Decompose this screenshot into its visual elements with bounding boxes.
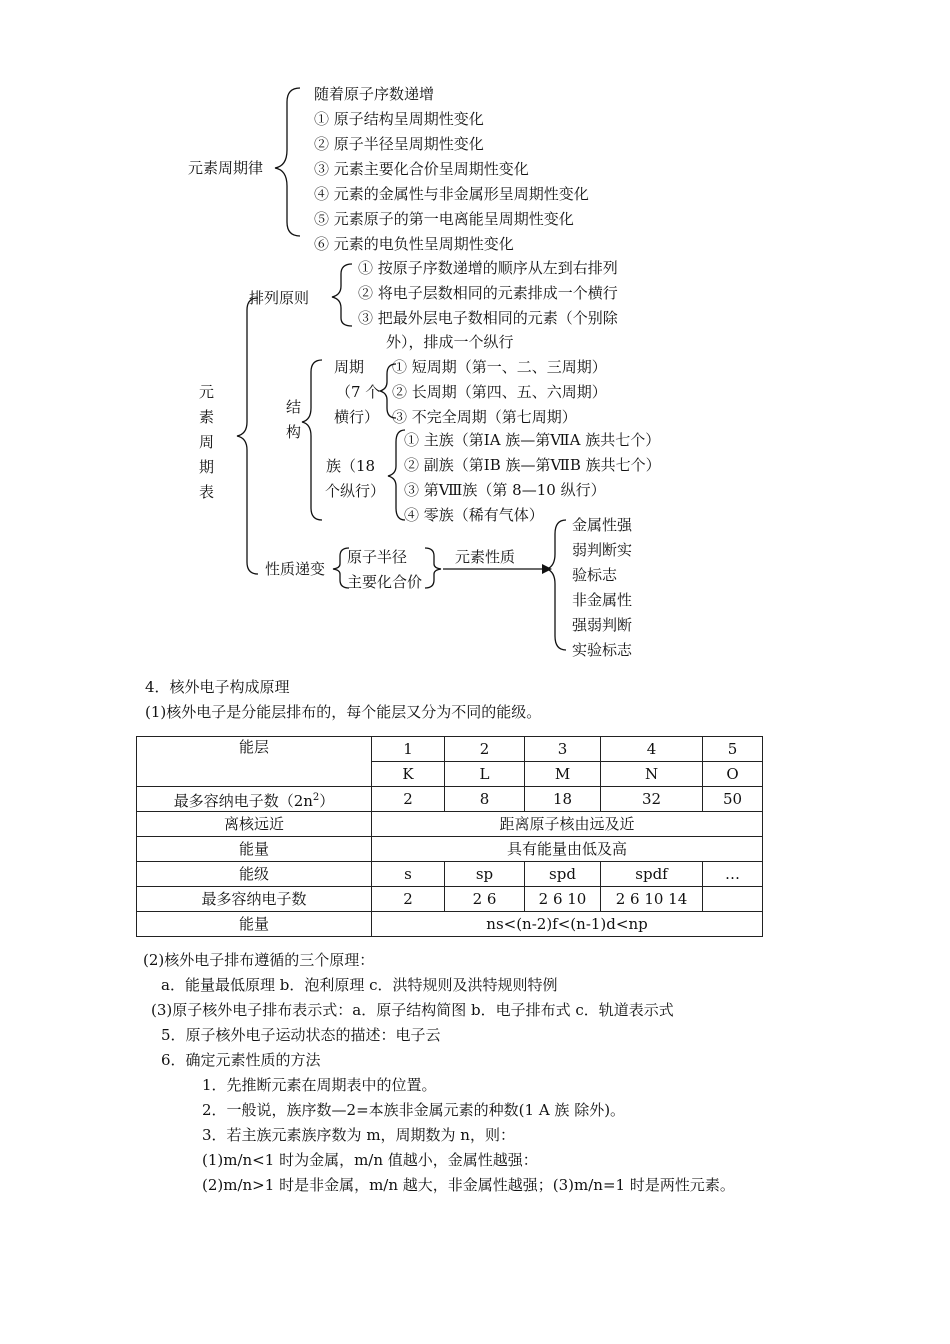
table-label-char: 表	[199, 483, 215, 501]
law-line: 随着原子序数递增	[314, 85, 435, 103]
arrow-label: 元素性质	[455, 548, 516, 566]
method-item: (2)m/n>1 时是非金属，m/n 越大，非金属性越强；(3)m/n=1 时是两性元素。	[202, 1176, 735, 1194]
table-cell: 2 6 10 14	[601, 887, 703, 912]
property-item: 原子半径	[347, 548, 408, 566]
table-cell: 能量	[137, 912, 372, 937]
structure-label-char: 结	[286, 398, 302, 416]
table-cell: 5	[703, 737, 763, 762]
table-label-char: 素	[199, 408, 215, 426]
cell-text: 最多容纳电子数（2n	[173, 791, 313, 810]
result-item: 验标志	[572, 566, 618, 584]
table-cell: 2	[372, 887, 445, 912]
result-item: 强弱判断	[572, 616, 633, 634]
table-row	[137, 787, 763, 812]
table-row	[137, 737, 763, 762]
table-cell: sp	[445, 862, 525, 887]
table-cell: 2 6	[445, 887, 525, 912]
group-brace	[388, 430, 405, 520]
table-cell: spdf	[601, 862, 703, 887]
paragraph: (3)原子核外电子排布表示式：a．原子结构简图 b．电子排布式 c．轨道表示式	[151, 1001, 674, 1019]
law-line: ④ 元素的金属性与非金属形呈周期性变化	[314, 185, 589, 203]
table-cell: 最多容纳电子数	[137, 887, 372, 912]
property-close-brace	[425, 548, 441, 588]
table-cell: spd	[525, 862, 601, 887]
property-item: 主要化合价	[347, 573, 423, 591]
group-label: 个纵行）	[325, 482, 386, 500]
paragraph: (1)核外电子是分能层排布的，每个能层又分为不同的能级。	[145, 703, 542, 721]
period-item: ③ 不完全周期（第七周期）	[392, 408, 577, 426]
table-cell: 32	[601, 787, 703, 812]
table-cell: 18	[525, 787, 601, 812]
table-cell: 能层	[137, 737, 372, 787]
superscript: 2	[312, 791, 320, 803]
table-cell: 2	[372, 787, 445, 812]
table-row	[137, 812, 763, 837]
paragraph: a．能量最低原理 b．泡利原理 c．洪特规则及洪特规则特例	[161, 976, 558, 994]
arrangement-item: ① 按原子序数递增的顺序从左到右排列	[358, 259, 618, 277]
table-cell: L	[445, 762, 525, 787]
table-cell: 3	[525, 737, 601, 762]
table-cell: s	[372, 862, 445, 887]
result-item: 非金属性	[572, 591, 633, 609]
shell-table	[136, 736, 763, 937]
table-cell: N	[601, 762, 703, 787]
table-brace	[237, 298, 258, 574]
table-cell: 4	[601, 737, 703, 762]
method-item: (1)m/n<1 时为金属，m/n 值越小，金属性越强：	[202, 1151, 538, 1169]
table-cell: 2	[445, 737, 525, 762]
table-row	[137, 912, 763, 937]
method-item: 1．先推断元素在周期表中的位置。	[202, 1076, 437, 1094]
table-row	[137, 837, 763, 862]
result-item: 金属性强	[572, 516, 633, 534]
law-line: ⑤ 元素原子的第一电离能呈周期性变化	[314, 210, 574, 228]
arrangement-brace	[332, 264, 352, 326]
group-label: 族（18	[326, 457, 376, 475]
arrangement-label: 排列原则	[249, 289, 310, 307]
group-item: ① 主族（第ⅠA 族—第ⅦA 族共七个）	[404, 431, 661, 449]
result-item: 弱判断实	[572, 541, 633, 559]
law-line: ② 原子半径呈周期性变化	[314, 135, 484, 153]
table-cell: 能量	[137, 837, 372, 862]
period-label: 周期	[334, 358, 365, 376]
table-cell: 具有能量由低及高	[372, 837, 763, 862]
group-item: ④ 零族（稀有气体）	[404, 506, 544, 524]
arrangement-item: ③ 把最外层电子数相同的元素（个别除	[358, 309, 618, 327]
group-item: ② 副族（第ⅠB 族—第ⅦB 族共七个）	[404, 456, 661, 474]
table-cell: 离核远近	[137, 812, 372, 837]
period-item: ② 长周期（第四、五、六周期）	[392, 383, 607, 401]
table-cell: M	[525, 762, 601, 787]
table-row	[137, 862, 763, 887]
table-cell: O	[703, 762, 763, 787]
law-label: 元素周期律	[188, 159, 264, 177]
law-line: ③ 元素主要化合价呈周期性变化	[314, 160, 529, 178]
period-label: 横行）	[334, 408, 380, 426]
law-brace	[275, 88, 300, 236]
table-row	[137, 887, 763, 912]
table-label-char: 元	[199, 383, 215, 401]
table-label-char: 期	[199, 458, 215, 476]
table-cell: K	[372, 762, 445, 787]
law-line: ⑥ 元素的电负性呈周期性变化	[314, 235, 514, 253]
arrow-head	[542, 564, 552, 574]
group-item: ③ 第Ⅷ族（第 8—10 纵行）	[404, 481, 606, 499]
cell-text: ）	[319, 791, 335, 810]
paragraph: 6．确定元素性质的方法	[161, 1051, 321, 1069]
period-label: （7 个	[336, 383, 381, 401]
arrangement-item: 外），排成一个纵行	[386, 333, 514, 351]
table-cell: 能级	[137, 862, 372, 887]
result-item: 实验标志	[572, 641, 633, 659]
table-cell: 2 6 10	[525, 887, 601, 912]
section-title: 4．核外电子构成原理	[145, 678, 290, 696]
table-cell: 8	[445, 787, 525, 812]
structure-brace	[302, 360, 322, 520]
table-label-char: 周	[199, 433, 215, 451]
table-cell: ns<(n-2)f<(n-1)d<np	[372, 912, 763, 937]
table-cell	[703, 887, 763, 912]
structure-label-char: 构	[286, 423, 302, 441]
table-cell: 距离原子核由远及近	[372, 812, 763, 837]
paragraph: (2)核外电子排布遵循的三个原理：	[143, 951, 375, 969]
table-cell	[137, 787, 372, 812]
table-cell: 1	[372, 737, 445, 762]
period-item: ① 短周期（第一、二、三周期）	[392, 358, 607, 376]
law-line: ① 原子结构呈周期性变化	[314, 110, 484, 128]
paragraph: 5．原子核外电子运动状态的描述：电子云	[161, 1026, 441, 1044]
table-cell: 50	[703, 787, 763, 812]
results-brace	[547, 520, 566, 650]
method-item: 2．一般说，族序数—2=本族非金属元素的种数(1 A 族 除外)。	[202, 1101, 626, 1119]
method-item: 3．若主族元素族序数为 m，周期数为 n，则：	[202, 1126, 515, 1144]
arrangement-item: ② 将电子层数相同的元素排成一个横行	[358, 284, 618, 302]
property-label: 性质递变	[265, 560, 326, 578]
table-cell: …	[703, 862, 763, 887]
